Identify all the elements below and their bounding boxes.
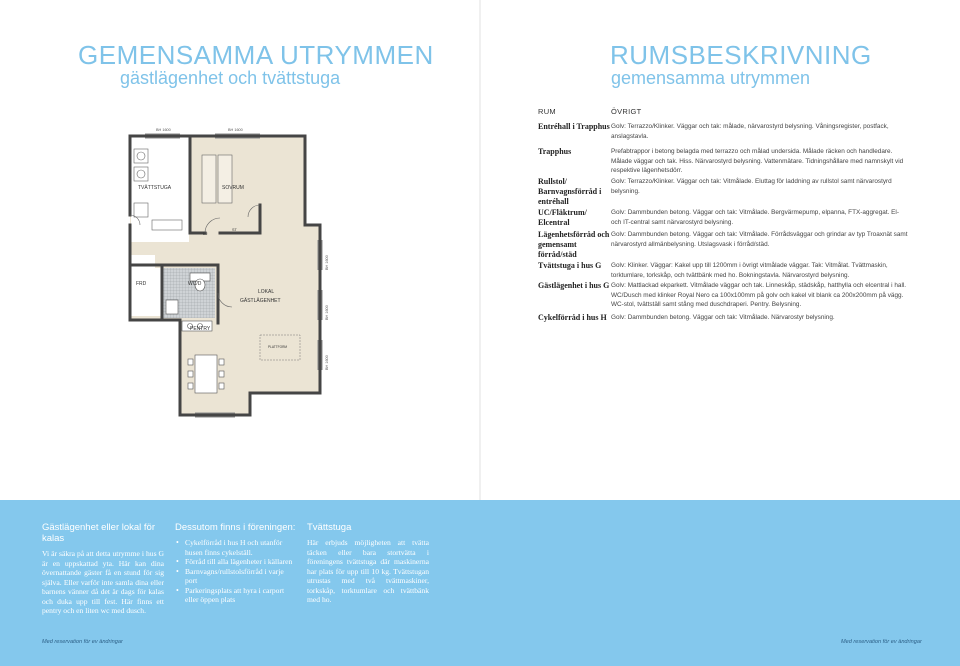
room-description: Golv: Klinker. Väggar: Kakel upp till 1200mm i övrigt vitmålade väggar. Tak: Vitmålat. Tvättmaskin, torktumlare, torkskåp, och tvättbänk med ho. Bokningstavla. Närvarostyrd belysning. — [611, 262, 888, 279]
label-plattform: PLATTFORM — [268, 345, 288, 349]
amenities-list — [175, 538, 297, 605]
laundry-text: Här erbjuds möjligheten att tvätta täcken eller bara stortvätta i föreningens tvättstuga där maskinerna har plats för upp till 10 kg. Tvättstugan utrustas med två tvättmaskiner, torkskåp, torktumlare och tvättbänk med ho. — [307, 538, 429, 604]
room-name: UC/Fläktrum/ Elcentral — [538, 208, 587, 227]
label-ej: EJ — [203, 232, 208, 236]
amenities-heading: Dessutom finns i föreningen: — [175, 522, 296, 533]
guest-apartment-section — [42, 522, 164, 616]
list-item: • Barnvagns/rullstolsförråd i varje port — [185, 567, 297, 586]
room-description: Golv: Terrazzo/Klinker. Väggar och tak: Vitmålade. Eluttag för laddning av rullstol samt närvarostyrd belysning. — [611, 178, 892, 195]
list-item: • Förråd till alla lägenheter i källaren — [185, 557, 297, 567]
label-bh-4: BH 1600 — [325, 305, 329, 320]
laundry-section — [307, 522, 429, 605]
label-wcd: WC/D — [188, 281, 202, 287]
label-sovrum: SOVRUM — [222, 185, 244, 191]
room-description: Prefabtrappor i betong belagda med terrazzo och målad undersida. Målade räcken och handledare. Målade väggar och tak. Hiss. Närvarostyrd belysning. Vattenmätare. Tidningshållare med namnskylt vid respektive lägenhetsdörr. — [611, 148, 904, 174]
label-tvattstuga: TVÄTTSTUGA — [138, 185, 172, 191]
room-description: Golv: Dammbunden betong. Väggar och tak: Vitmålade. Närvarostyr belysning. — [611, 314, 835, 321]
label-st: ST — [232, 228, 237, 232]
association-amenities-section — [175, 522, 297, 605]
list-item: • Cykelförråd i hus H och utanför husen finns cykelställ. — [185, 538, 297, 557]
label-pentry: PENTRY — [190, 326, 211, 332]
guest-apartment-heading: Gästlägenhet eller lokal för kalas — [42, 522, 156, 544]
column-header-other: ÖVRIGT — [611, 107, 642, 116]
room-description: Golv: Dammbunden betong. Väggar och tak: Vitmålade. Bergvärmepump, elpanna, FTX-aggregat. El- och IT-central samt närvarostyrd belysning. — [611, 209, 899, 226]
left-page-subtitle: gästlägenhet och tvättstuga — [120, 68, 341, 88]
left-page-title: GEMENSAMMA UTRYMMEN — [78, 40, 434, 70]
room-description: Golv: Terrazzo/Klinker. Väggar och tak: målade, närvarostyrd belysning. Våningsregister, postfack, anslagstavla. — [611, 123, 889, 140]
room-description: Golv: Dammbunden betong. Väggar och tak: Vitmålade. Förrådsväggar och grindar av typ Troaxnät samt närvarostyrd allmänbelysning. Utslagsvask i förråd/städ. — [611, 231, 908, 248]
right-page-subtitle: gemensamma utrymmen — [611, 68, 811, 88]
column-header-room: RUM — [538, 107, 556, 116]
label-bh-3: BH 1600 — [325, 255, 329, 270]
room-name: Trapphus — [538, 147, 572, 156]
guest-apartment-text: Vi är säkra på att detta utrymme i hus G är en uppskattad yta. Här kan dina övernattande gäster få en stund för sig själva. Eller varför inte samla dina eller barnens vänner då det är dags för kalas och duka upp till fest. Här finns ett pentry och en liten wc med dusch. — [42, 549, 164, 615]
floor-plan — [110, 125, 440, 425]
footer-disclaimer-right: Med reservation för ev ändringar — [841, 639, 922, 645]
label-bh-1: BH 1600 — [156, 128, 171, 132]
label-gastlagenhet: GÄSTLÄGENHET — [240, 298, 281, 304]
label-bh-2: BH 1600 — [228, 128, 243, 132]
room-name: Lägenhetsförråd och gemensamt förråd/städ — [538, 230, 610, 259]
room-name: Cykelförråd i hus H — [538, 313, 607, 322]
room-name: Tvättstuga i hus G — [538, 261, 602, 270]
room-name: Rullstol/ Barnvagnsförråd i entréhall — [538, 177, 602, 206]
page-fold — [479, 0, 481, 500]
room-name: Entréhall i Trapphus — [538, 122, 610, 131]
list-item: • Parkeringsplats att hyra i carport eller öppen plats — [185, 586, 297, 605]
info-band — [0, 500, 960, 666]
room-description: Golv: Mattlackad ekparkett. Vitmålade väggar och tak. Linneskåp, städskåp, hatthylla och elcentral i hall. WC/Dusch med klinker Royal Nero ca 100x100mm på golv och kakel vit blank ca 200x200mm på vägg. WC-stol, tvättställ samt stång med duschdraperi. Pentry. Belysning. — [611, 282, 907, 308]
right-page-title: RUMSBESKRIVNING — [610, 40, 872, 70]
footer-disclaimer-left: Med reservation för ev ändringar — [42, 639, 123, 645]
laundry-heading: Tvättstuga — [307, 522, 352, 533]
label-lokal: LOKAL — [258, 289, 275, 295]
label-frd: FRD — [136, 281, 147, 287]
label-bh-5: BH 1600 — [325, 355, 329, 370]
room-name: Gästlägenhet i hus G — [538, 281, 610, 290]
